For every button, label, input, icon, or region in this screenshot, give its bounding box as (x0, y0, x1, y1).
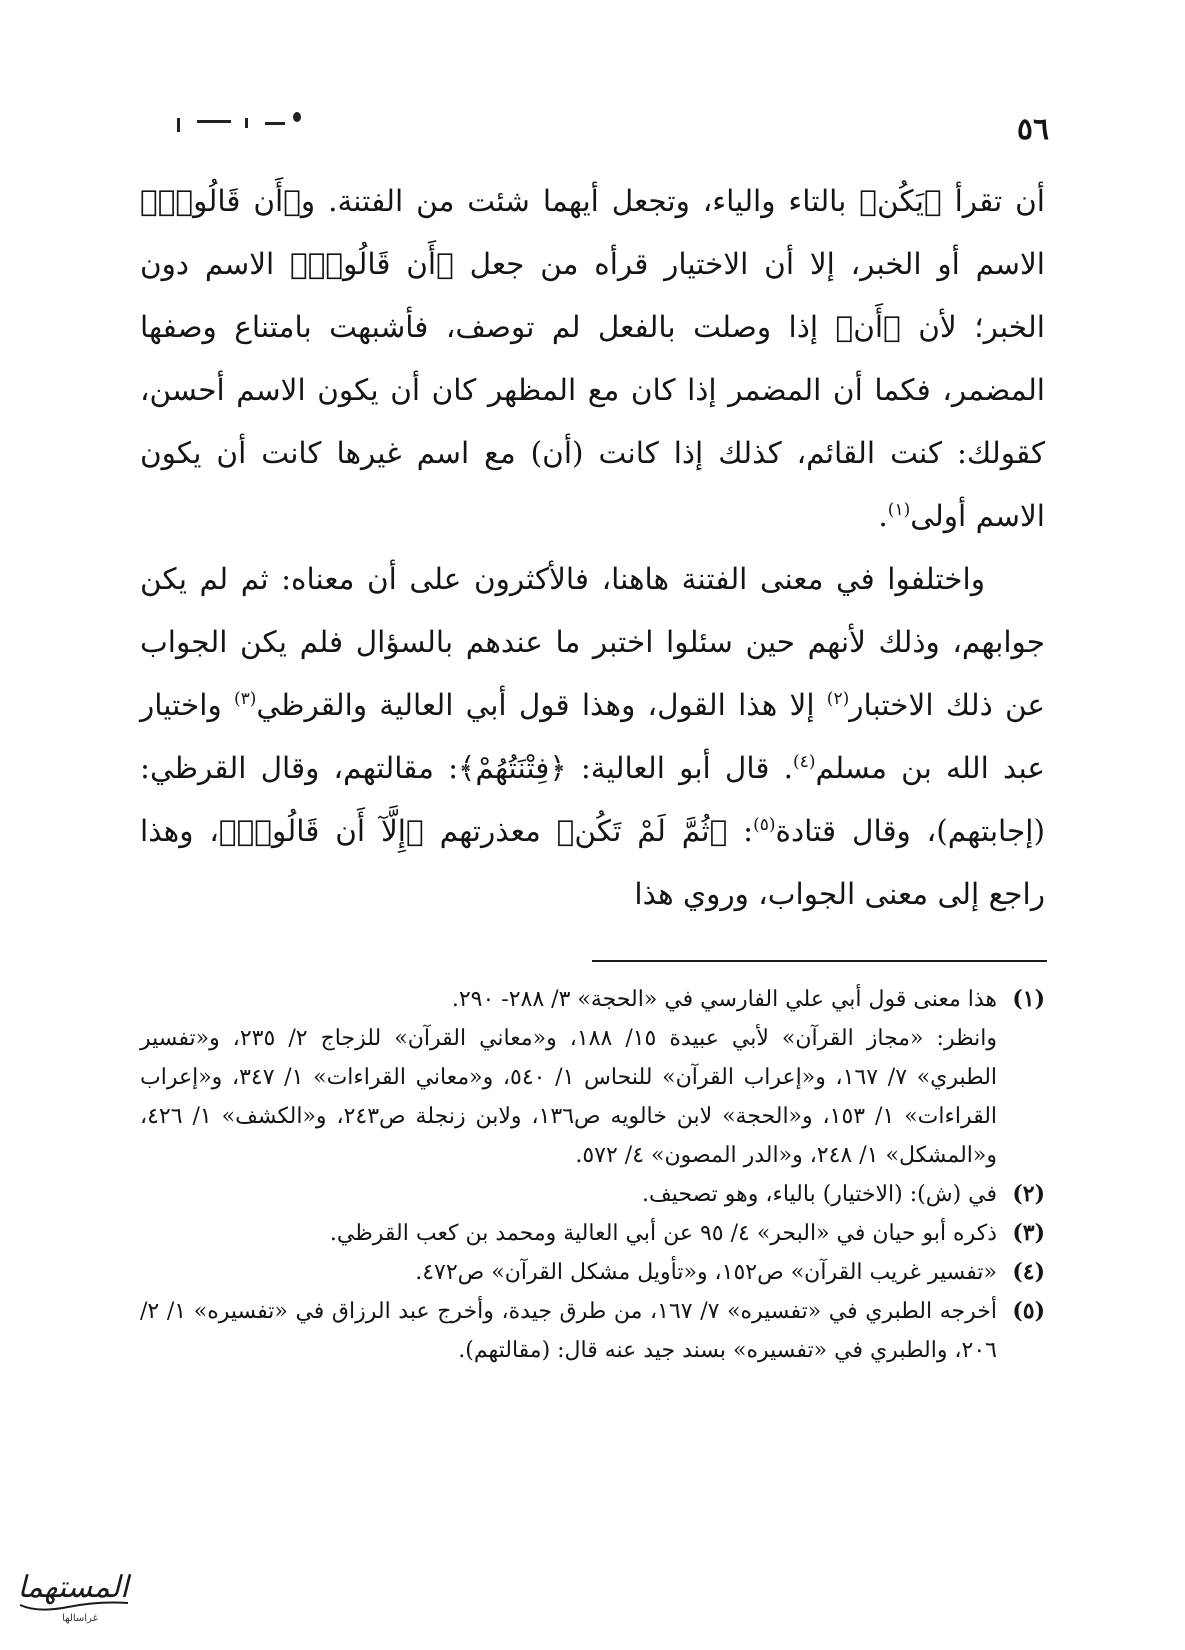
running-header-fragment (175, 104, 325, 134)
footnote-line: أخرجه الطبري في «تفسيره» ٧/ ١٦٧، من طرق جيدة، وأخرج عبد الرزاق في «تفسيره» ١/ ٢/ ٢٠٦، والطبري في «تفسيره» بسند جيد عنه قال: (مقالتهم). (140, 1299, 997, 1363)
footnote-line: ذكره أبو حيان في «البحر» ٤/ ٩٥ عن أبي العالية ومحمد بن كعب القرظي. (329, 1221, 997, 1246)
paragraph-1-end: . (878, 499, 888, 533)
footnote-number: (٤) (1012, 1259, 1045, 1285)
footnote-ref-3[interactable]: (٣) (233, 689, 257, 710)
paragraph-2-text-e: : ﴿ثُمَّ لَمْ تَكُن﴾ معذرتهم ﴿إِلَّآ أَن قَالُوا۟﴾، وهذا راجع إلى معنى الجواب، وروي هذا (140, 814, 1045, 911)
footnote-2 (140, 1175, 1045, 1214)
footnote-ref-2[interactable]: (٢) (826, 689, 850, 710)
paragraph-1-text: أن تقرأ ﴿يَكُن﴾ بالتاء والياء، وتجعل أيهما شئت من الفتنة. و﴿أَن قَالُوا۟﴾ الاسم أو الخبر، إلا أن الاختيار قرأه من جعل ﴿أَن قَالُوا۟﴾ الاسم دون الخبر؛ لأن ﴿أَن﴾ إذا وصلت بالفعل لم توصف، فأشبهت بامتناع وصفها المضمر، فكما أن المضمر إذا كان مع المظهر كان أن يكون الاسم أحسن، كقولك: كنت القائم، كذلك إذا كانت (أن) مع اسم غيرها كانت أن يكون الاسم أولى (140, 184, 1045, 533)
footnote-number: (٣) (1012, 1220, 1045, 1246)
paragraph-2-text-c: واختيار عبد الله بن مسلم (140, 688, 1045, 785)
body-paragraph-2 (140, 548, 1045, 926)
footnote-number: (١) (1012, 986, 1045, 1012)
header-mark (265, 122, 285, 125)
footnote-ref-1[interactable]: (١) (887, 500, 911, 521)
header-mark (177, 118, 180, 132)
paragraph-2-text-d: . قال أبو العالية: ﴿فِتْنَتُهُمْ﴾: مقالتهم، وقال القرظي: (إجابتهم)، وقال قتادة (140, 751, 1045, 848)
footnote-ref-4[interactable]: (٤) (793, 752, 816, 773)
footnote-1 (140, 980, 1045, 1175)
footnote-ref-5[interactable]: (٥) (753, 815, 776, 836)
watermark-logo (8, 1555, 138, 1635)
footnote-separator (592, 960, 1047, 962)
watermark-subtext: غراسالها (62, 1613, 98, 1624)
footnotes (140, 980, 1045, 1370)
footnote-number: (٢) (1012, 1181, 1045, 1207)
footnote-line: «تفسير غريب القرآن» ص١٥٢، و«تأويل مشكل القرآن» ص٤٧٢. (415, 1260, 997, 1285)
footnote-number: (٥) (1012, 1298, 1045, 1324)
main-text (140, 170, 1045, 926)
body-paragraph-1 (140, 170, 1045, 548)
header-mark (293, 112, 301, 122)
footnote-line: في (ش): (الاختيار) بالياء، وهو تصحيف. (642, 1182, 997, 1207)
watermark-text: المستهما (17, 1570, 129, 1605)
header-mark (245, 118, 248, 128)
paragraph-2-text-b: إلا هذا القول، وهذا قول أبي العالية والقرظي (256, 688, 827, 722)
paragraph-2-text-a: واختلفوا في معنى الفتنة هاهنا، فالأكثرون على أن معناه: ثم لم يكن جوابهم، وذلك لأنهم حين سئلوا اختبر ما عندهم بالسؤال فلم يكن الجواب عن ذلك الاختبار (140, 562, 1046, 722)
footnote-5 (140, 1292, 1045, 1370)
header-mark (197, 120, 231, 123)
footnote-line: هذا معنى قول أبي علي الفارسي في «الحجة» ٣/ ٢٨٨- ٢٩٠. (451, 987, 997, 1012)
footnote-4 (140, 1253, 1045, 1292)
footnote-line: وانظر: «مجاز القرآن» لأبي عبيدة ١٥/ ١٨٨، و«معاني القرآن» للزجاج ٢/ ٢٣٥، و«تفسير الطبري» ٧/ ١٦٧، و«إعراب القرآن» للنحاس ١/ ٥٤٠، و«معاني القراءات» ١/ ٣٤٧، و«إعراب القراءات» ١/ ١٥٣، و«الحجة» لابن خالويه ص١٣٦، ولابن زنجلة ص٢٤٣، و«الكشف» ١/ ٤٢٦، و«المشكل» ١/ ٢٤٨، و«الدر المصون» ٤/ ٥٧٢. (140, 1026, 998, 1168)
page-number: ٥٦ (1016, 112, 1050, 147)
footnote-3 (140, 1214, 1045, 1253)
